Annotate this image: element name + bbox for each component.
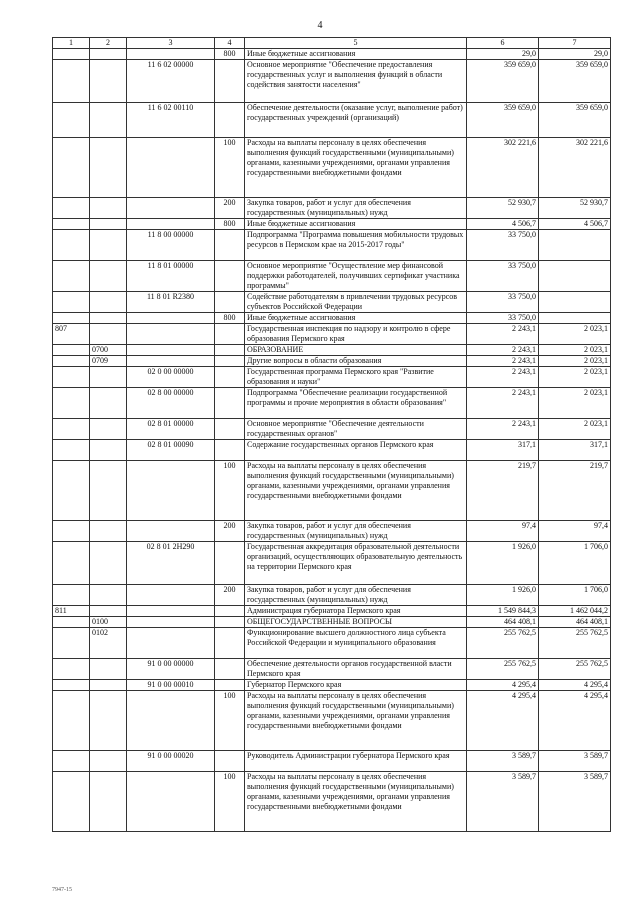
col-section	[53, 230, 90, 261]
col-expense-type	[215, 606, 245, 617]
col-subsection	[90, 691, 127, 751]
col-target-article: 11 8 01 00000	[127, 261, 215, 292]
col-amount-year2: 97,4	[539, 521, 611, 542]
col-description: Иные бюджетные ассигнования	[245, 219, 467, 230]
header-cell: 7	[539, 38, 611, 49]
col-target-article	[127, 313, 215, 324]
col-expense-type: 100	[215, 772, 245, 832]
table-row	[53, 324, 611, 345]
col-expense-type	[215, 230, 245, 261]
col-amount-year1: 33 750,0	[467, 261, 539, 292]
col-expense-type	[215, 419, 245, 440]
col-description: Функционирование высшего должностного лица субъекта Российской Федерации и муниципального образования	[245, 628, 467, 659]
col-subsection: 0709	[90, 356, 127, 367]
col-section	[53, 440, 90, 461]
col-expense-type	[215, 324, 245, 345]
table-row	[53, 60, 611, 103]
col-section	[53, 198, 90, 219]
table-row	[53, 521, 611, 542]
col-target-article	[127, 461, 215, 521]
table-row	[53, 230, 611, 261]
table-row	[53, 691, 611, 751]
col-expense-type: 100	[215, 461, 245, 521]
col-amount-year1: 33 750,0	[467, 230, 539, 261]
col-amount-year2: 2 023,1	[539, 324, 611, 345]
col-description: Руководитель Администрации губернатора Пермского края	[245, 751, 467, 772]
col-subsection	[90, 461, 127, 521]
col-target-article: 02 8 00 00000	[127, 388, 215, 419]
col-section	[53, 751, 90, 772]
col-amount-year1: 33 750,0	[467, 313, 539, 324]
table-row	[53, 292, 611, 313]
header-cell: 4	[215, 38, 245, 49]
col-target-article: 11 6 02 00000	[127, 60, 215, 103]
col-section	[53, 261, 90, 292]
col-description: Администрация губернатора Пермского края	[245, 606, 467, 617]
col-description: Содержание государственных органов Пермского края	[245, 440, 467, 461]
col-subsection: 0700	[90, 345, 127, 356]
col-amount-year2: 255 762,5	[539, 628, 611, 659]
col-target-article	[127, 219, 215, 230]
col-subsection	[90, 659, 127, 680]
table-row	[53, 440, 611, 461]
col-amount-year1: 302 221,6	[467, 138, 539, 198]
col-subsection: 0100	[90, 617, 127, 628]
col-section	[53, 691, 90, 751]
col-expense-type	[215, 367, 245, 388]
col-section	[53, 292, 90, 313]
col-subsection	[90, 49, 127, 60]
footer-code: 7947-15	[52, 887, 72, 893]
col-subsection	[90, 198, 127, 219]
col-expense-type: 200	[215, 198, 245, 219]
table-row	[53, 367, 611, 388]
col-description: ОБРАЗОВАНИЕ	[245, 345, 467, 356]
col-target-article: 11 8 00 00000	[127, 230, 215, 261]
col-amount-year2: 3 589,7	[539, 751, 611, 772]
table-row	[53, 49, 611, 60]
col-amount-year1: 33 750,0	[467, 292, 539, 313]
col-amount-year2: 1 462 044,2	[539, 606, 611, 617]
col-amount-year2: 4 295,4	[539, 691, 611, 751]
col-target-article	[127, 324, 215, 345]
col-description: Основное мероприятие "Обеспечение предоставления государственных услуг и выполнения функций в области содействия занятости населения"	[245, 60, 467, 103]
col-section	[53, 461, 90, 521]
header-cell: 1	[53, 38, 90, 49]
col-target-article	[127, 585, 215, 606]
table-row	[53, 606, 611, 617]
header-cell: 2	[90, 38, 127, 49]
col-amount-year2	[539, 261, 611, 292]
col-subsection	[90, 585, 127, 606]
col-expense-type	[215, 751, 245, 772]
col-amount-year1: 1 549 844,3	[467, 606, 539, 617]
col-target-article: 02 0 00 00000	[127, 367, 215, 388]
col-amount-year2: 1 706,0	[539, 585, 611, 606]
col-amount-year1: 4 506,7	[467, 219, 539, 230]
col-amount-year2: 359 659,0	[539, 60, 611, 103]
col-subsection	[90, 521, 127, 542]
col-description: Закупка товаров, работ и услуг для обеспечения государственных (муниципальных) нужд	[245, 585, 467, 606]
col-section	[53, 138, 90, 198]
col-description: Закупка товаров, работ и услуг для обеспечения государственных (муниципальных) нужд	[245, 521, 467, 542]
col-expense-type	[215, 388, 245, 419]
col-target-article	[127, 521, 215, 542]
table-row	[53, 345, 611, 356]
col-amount-year2: 52 930,7	[539, 198, 611, 219]
col-expense-type	[215, 292, 245, 313]
col-description: Губернатор Пермского края	[245, 680, 467, 691]
table-row	[53, 356, 611, 367]
col-amount-year2: 359 659,0	[539, 103, 611, 138]
col-expense-type: 800	[215, 219, 245, 230]
col-amount-year2: 464 408,1	[539, 617, 611, 628]
table-row	[53, 198, 611, 219]
col-amount-year1: 3 589,7	[467, 751, 539, 772]
col-target-article: 02 8 01 2Н290	[127, 542, 215, 585]
col-amount-year2: 2 023,1	[539, 367, 611, 388]
col-amount-year1: 317,1	[467, 440, 539, 461]
col-section	[53, 659, 90, 680]
col-amount-year1: 2 243,1	[467, 324, 539, 345]
col-subsection	[90, 440, 127, 461]
col-expense-type: 100	[215, 691, 245, 751]
col-amount-year2: 3 589,7	[539, 772, 611, 832]
col-description: Содействие работодателям в привлечении трудовых ресурсов субъектов Российской Федерации	[245, 292, 467, 313]
col-target-article: 91 0 00 00000	[127, 659, 215, 680]
header-cell: 5	[245, 38, 467, 49]
col-expense-type	[215, 261, 245, 292]
col-expense-type	[215, 659, 245, 680]
col-target-article	[127, 356, 215, 367]
col-amount-year2: 29,0	[539, 49, 611, 60]
col-amount-year2: 2 023,1	[539, 419, 611, 440]
col-amount-year1: 4 295,4	[467, 691, 539, 751]
table-row	[53, 313, 611, 324]
col-amount-year2	[539, 230, 611, 261]
col-section	[53, 103, 90, 138]
col-subsection	[90, 313, 127, 324]
col-description: Расходы на выплаты персоналу в целях обеспечения выполнения функций государственными (муниципальными) органами, казенными учреждениями, органами управления государственными внебюджетными фондами	[245, 138, 467, 198]
col-expense-type	[215, 628, 245, 659]
col-description: Расходы на выплаты персоналу в целях обеспечения выполнения функций государственными (муниципальными) органами, казенными учреждениями, органами управления государственными внебюджетными фондами	[245, 461, 467, 521]
col-description: Государственная инспекция по надзору и контролю в сфере образования Пермского края	[245, 324, 467, 345]
col-description: ОБЩЕГОСУДАРСТВЕННЫЕ ВОПРОСЫ	[245, 617, 467, 628]
col-section	[53, 356, 90, 367]
col-section	[53, 521, 90, 542]
col-description: Государственная программа Пермского края "Развитие образования и науки"	[245, 367, 467, 388]
table-row	[53, 388, 611, 419]
col-subsection	[90, 138, 127, 198]
col-target-article	[127, 606, 215, 617]
table-row	[53, 103, 611, 138]
col-amount-year2: 2 023,1	[539, 388, 611, 419]
col-expense-type: 200	[215, 585, 245, 606]
col-amount-year1: 464 408,1	[467, 617, 539, 628]
col-description: Расходы на выплаты персоналу в целях обеспечения выполнения функций государственными (муниципальными) органами, казенными учреждениями, органами управления государственными внебюджетными фондами	[245, 772, 467, 832]
col-amount-year2: 2 023,1	[539, 345, 611, 356]
col-amount-year2: 219,7	[539, 461, 611, 521]
col-target-article: 11 8 01 R2380	[127, 292, 215, 313]
col-amount-year2	[539, 313, 611, 324]
table-row	[53, 585, 611, 606]
col-subsection	[90, 261, 127, 292]
budget-table	[52, 37, 611, 832]
table-row	[53, 751, 611, 772]
col-description: Иные бюджетные ассигнования	[245, 313, 467, 324]
col-subsection	[90, 751, 127, 772]
col-amount-year2: 302 221,6	[539, 138, 611, 198]
col-amount-year2: 4 295,4	[539, 680, 611, 691]
col-description: Закупка товаров, работ и услуг для обеспечения государственных (муниципальных) нужд	[245, 198, 467, 219]
col-target-article	[127, 628, 215, 659]
col-amount-year1: 97,4	[467, 521, 539, 542]
table-row	[53, 219, 611, 230]
col-amount-year1: 3 589,7	[467, 772, 539, 832]
col-amount-year1: 359 659,0	[467, 60, 539, 103]
col-description: Обеспечение деятельности органов государственной власти Пермского края	[245, 659, 467, 680]
col-target-article: 11 6 02 00110	[127, 103, 215, 138]
col-section: 807	[53, 324, 90, 345]
col-target-article	[127, 138, 215, 198]
col-subsection	[90, 680, 127, 691]
col-amount-year1: 2 243,1	[467, 388, 539, 419]
table-row	[53, 680, 611, 691]
col-subsection	[90, 60, 127, 103]
col-description: Расходы на выплаты персоналу в целях обеспечения выполнения функций государственными (муниципальными) органами, казенными учреждениями, органами управления государственными внебюджетными фондами	[245, 691, 467, 751]
col-subsection	[90, 230, 127, 261]
col-description: Подпрограмма "Обеспечение реализации государственной программы и прочие мероприятия в области образования"	[245, 388, 467, 419]
table-row	[53, 772, 611, 832]
col-amount-year1: 4 295,4	[467, 680, 539, 691]
col-target-article	[127, 772, 215, 832]
col-amount-year2: 1 706,0	[539, 542, 611, 585]
col-expense-type: 100	[215, 138, 245, 198]
col-expense-type	[215, 440, 245, 461]
col-target-article	[127, 345, 215, 356]
col-subsection	[90, 388, 127, 419]
col-amount-year1: 52 930,7	[467, 198, 539, 219]
col-description: Основное мероприятие "Осуществление мер финансовой поддержки работодателей, получивших сертификат участника программы"	[245, 261, 467, 292]
table-row	[53, 617, 611, 628]
col-subsection	[90, 367, 127, 388]
col-section	[53, 219, 90, 230]
col-expense-type: 800	[215, 49, 245, 60]
col-amount-year1: 255 762,5	[467, 659, 539, 680]
table-row	[53, 542, 611, 585]
col-target-article	[127, 691, 215, 751]
col-subsection: 0102	[90, 628, 127, 659]
col-section	[53, 313, 90, 324]
table-row	[53, 138, 611, 198]
col-description: Другие вопросы в области образования	[245, 356, 467, 367]
table-row	[53, 419, 611, 440]
col-amount-year2: 4 506,7	[539, 219, 611, 230]
col-section	[53, 419, 90, 440]
col-expense-type	[215, 103, 245, 138]
col-section	[53, 772, 90, 832]
col-amount-year2: 317,1	[539, 440, 611, 461]
col-expense-type	[215, 617, 245, 628]
col-section	[53, 617, 90, 628]
col-description: Подпрограмма "Программа повышения мобильности трудовых ресурсов в Пермском крае на 2015-2017 годы"	[245, 230, 467, 261]
col-amount-year1: 2 243,1	[467, 367, 539, 388]
header-cell: 6	[467, 38, 539, 49]
table-row	[53, 261, 611, 292]
col-section	[53, 542, 90, 585]
col-section	[53, 628, 90, 659]
col-description: Иные бюджетные ассигнования	[245, 49, 467, 60]
col-description: Государственная аккредитация образовательной деятельности организаций, осуществляющих образовательную деятельность на территории Пермского края	[245, 542, 467, 585]
col-amount-year1: 255 762,5	[467, 628, 539, 659]
col-expense-type	[215, 542, 245, 585]
col-amount-year1: 359 659,0	[467, 103, 539, 138]
col-subsection	[90, 324, 127, 345]
col-subsection	[90, 103, 127, 138]
col-expense-type	[215, 680, 245, 691]
table-row	[53, 461, 611, 521]
col-section	[53, 585, 90, 606]
col-section	[53, 49, 90, 60]
col-section	[53, 367, 90, 388]
col-section	[53, 60, 90, 103]
col-description: Основное мероприятие "Обеспечение деятельности государственных органов"	[245, 419, 467, 440]
col-target-article	[127, 198, 215, 219]
col-amount-year1: 2 243,1	[467, 356, 539, 367]
header-cell: 3	[127, 38, 215, 49]
col-amount-year1: 2 243,1	[467, 419, 539, 440]
col-target-article: 91 0 00 00010	[127, 680, 215, 691]
col-amount-year2: 255 762,5	[539, 659, 611, 680]
header-row	[53, 38, 611, 49]
col-subsection	[90, 219, 127, 230]
col-amount-year1: 219,7	[467, 461, 539, 521]
col-target-article: 02 8 01 00000	[127, 419, 215, 440]
col-expense-type: 800	[215, 313, 245, 324]
col-subsection	[90, 419, 127, 440]
col-target-article: 91 0 00 00020	[127, 751, 215, 772]
col-amount-year1: 1 926,0	[467, 585, 539, 606]
col-target-article: 02 8 01 00090	[127, 440, 215, 461]
col-amount-year1: 2 243,1	[467, 345, 539, 356]
col-section	[53, 680, 90, 691]
col-amount-year2: 2 023,1	[539, 356, 611, 367]
col-expense-type	[215, 60, 245, 103]
col-subsection	[90, 542, 127, 585]
col-expense-type: 200	[215, 521, 245, 542]
table-row	[53, 659, 611, 680]
col-section: 811	[53, 606, 90, 617]
col-amount-year2	[539, 292, 611, 313]
col-section	[53, 388, 90, 419]
table-row	[53, 628, 611, 659]
col-expense-type	[215, 356, 245, 367]
col-amount-year1: 1 926,0	[467, 542, 539, 585]
col-section	[53, 345, 90, 356]
col-target-article	[127, 617, 215, 628]
col-subsection	[90, 606, 127, 617]
col-subsection	[90, 292, 127, 313]
col-amount-year1: 29,0	[467, 49, 539, 60]
col-subsection	[90, 772, 127, 832]
col-expense-type	[215, 345, 245, 356]
col-description: Обеспечение деятельности (оказание услуг, выполнение работ) государственных учреждений (организаций)	[245, 103, 467, 138]
col-target-article	[127, 49, 215, 60]
page-number: 4	[317, 20, 323, 31]
